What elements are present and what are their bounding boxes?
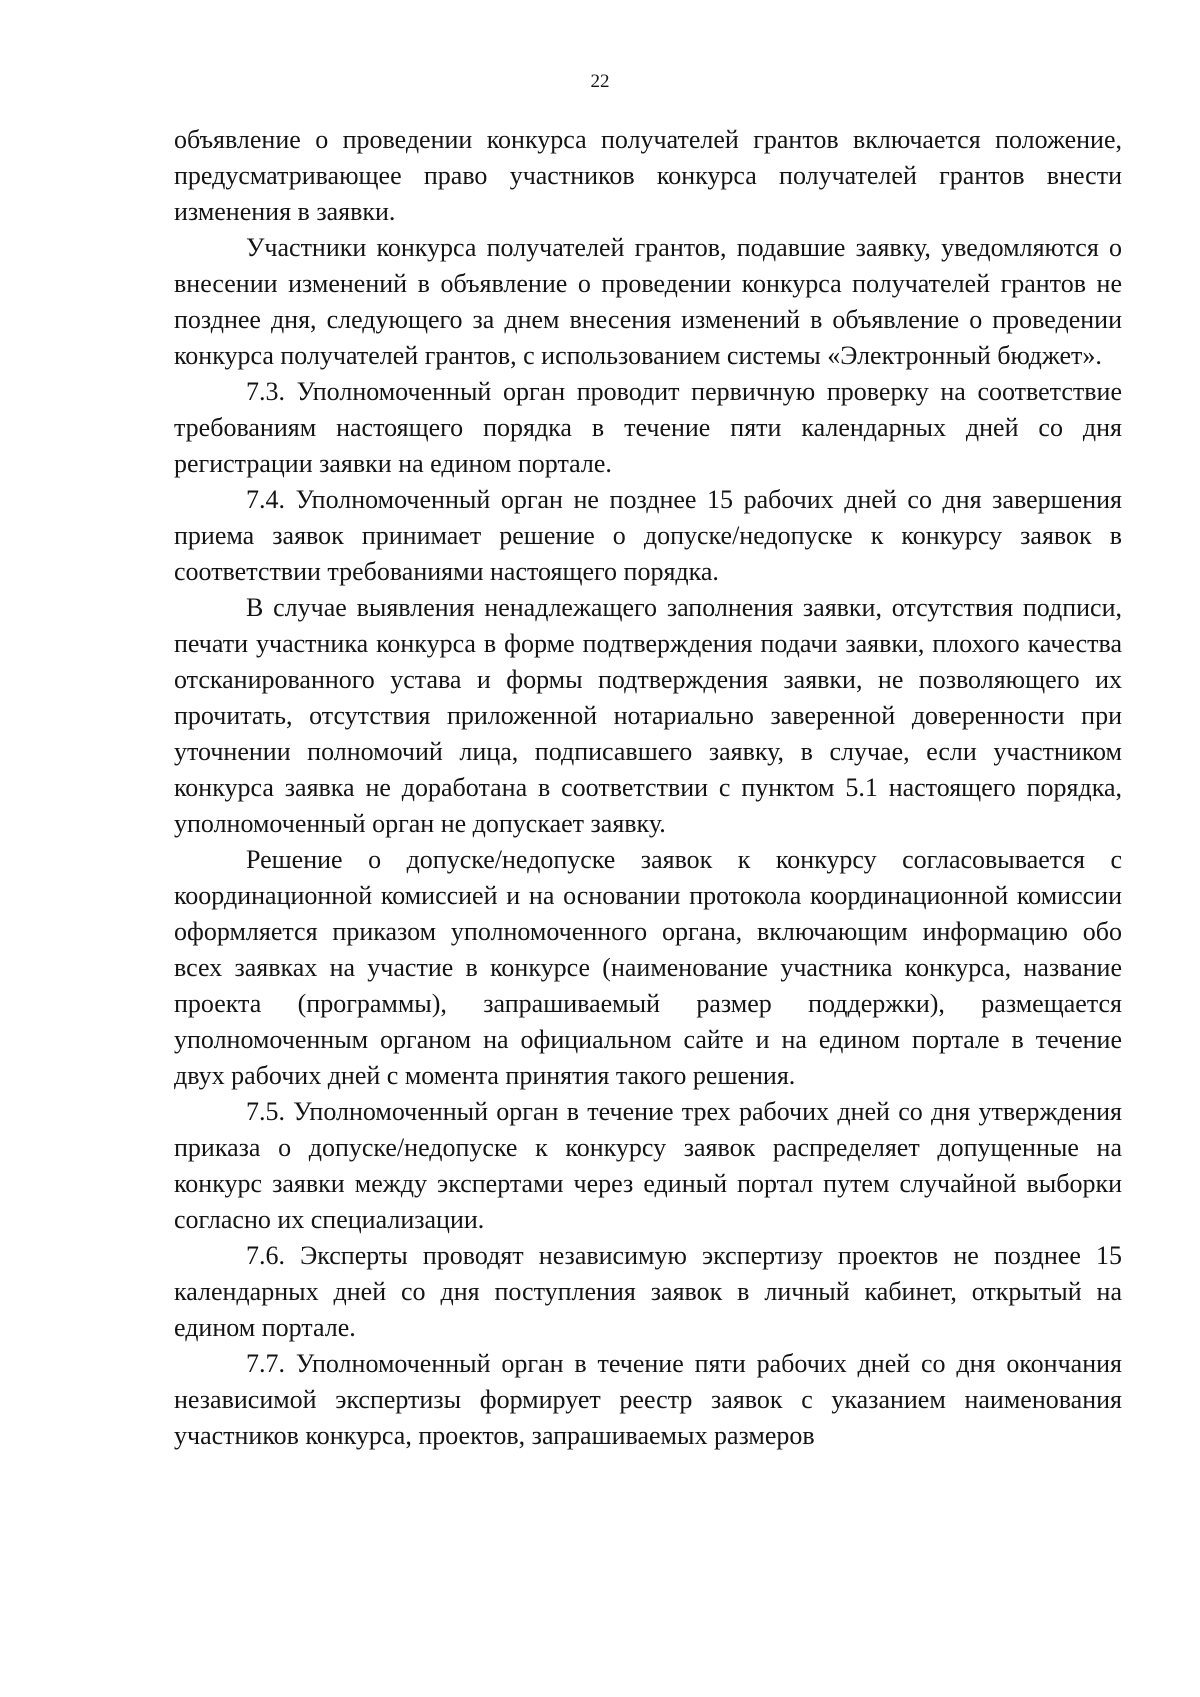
paragraph-7-7: 7.7. Уполномоченный орган в течение пяти рабочих дней со дня окончания независимой экспертизы формирует реестр заявок с указанием наименования участников конкурса, проектов, запрашиваемых размеров xyxy=(174,1349,1122,1450)
paragraph-announcement-continuation: объявление о проведении конкурса получателей грантов включается положение, предусматривающее право участников конкурса получателей грантов внести изменения в заявки. xyxy=(174,125,1122,226)
paragraph-admission-decision: Решение о допуске/недопуске заявок к конкурсу согласовывается с координационной комиссией и на основании протокола координационной комиссии оформляется приказом уполномоченного органа, включающим информацию обо всех заявках на участие в конкурсе (наименование участника конкурса, название проекта (программы), запрашиваемый размер поддержки), размещается уполномоченным органом на официальном сайте и на едином портале в течение двух рабочих дней с момента принятия такого решения. xyxy=(174,845,1122,1090)
paragraph-participants-notification: Участники конкурса получателей грантов, подавшие заявку, уведомляются о внесении изменений в объявление о проведении конкурса получателей грантов не позднее дня, следующего за днем внесения изменений в объявление о проведении конкурса получателей грантов, с использованием системы «Электронный бюджет». xyxy=(174,233,1122,370)
paragraph-rejection-cases: В случае выявления ненадлежащего заполнения заявки, отсутствия подписи, печати участника конкурса в форме подтверждения подачи заявки, плохого качества отсканированного устава и формы подтверждения заявки, не позволяющего их прочитать, отсутствия приложенной нотариально заверенной доверенности при уточнении полномочий лица, подписавшего заявку, в случае, если участником конкурса заявка не доработана в соответствии с пунктом 5.1 настоящего порядка, уполномоченный орган не допускает заявку. xyxy=(174,593,1122,838)
document-body xyxy=(174,122,1122,1454)
paragraph-7-5: 7.5. Уполномоченный орган в течение трех рабочих дней со дня утверждения приказа о допуске/недопуске к конкурсу заявок распределяет допущенные на конкурс заявки между экспертами через единый портал путем случайной выборки согласно их специализации. xyxy=(174,1097,1122,1234)
paragraph-7-6: 7.6. Эксперты проводят независимую экспертизу проектов не позднее 15 календарных дней со дня поступления заявок в личный кабинет, открытый на едином портале. xyxy=(174,1241,1122,1342)
page-number: 22 xyxy=(590,71,610,92)
paragraph-7-3: 7.3. Уполномоченный орган проводит первичную проверку на соответствие требованиям настоящего порядка в течение пяти календарных дней со дня регистрации заявки на едином портале. xyxy=(174,377,1122,478)
paragraph-7-4: 7.4. Уполномоченный орган не позднее 15 рабочих дней со дня завершения приема заявок принимает решение о допуске/недопуске к конкурсу заявок в соответствии требованиями настоящего порядка. xyxy=(174,485,1122,586)
